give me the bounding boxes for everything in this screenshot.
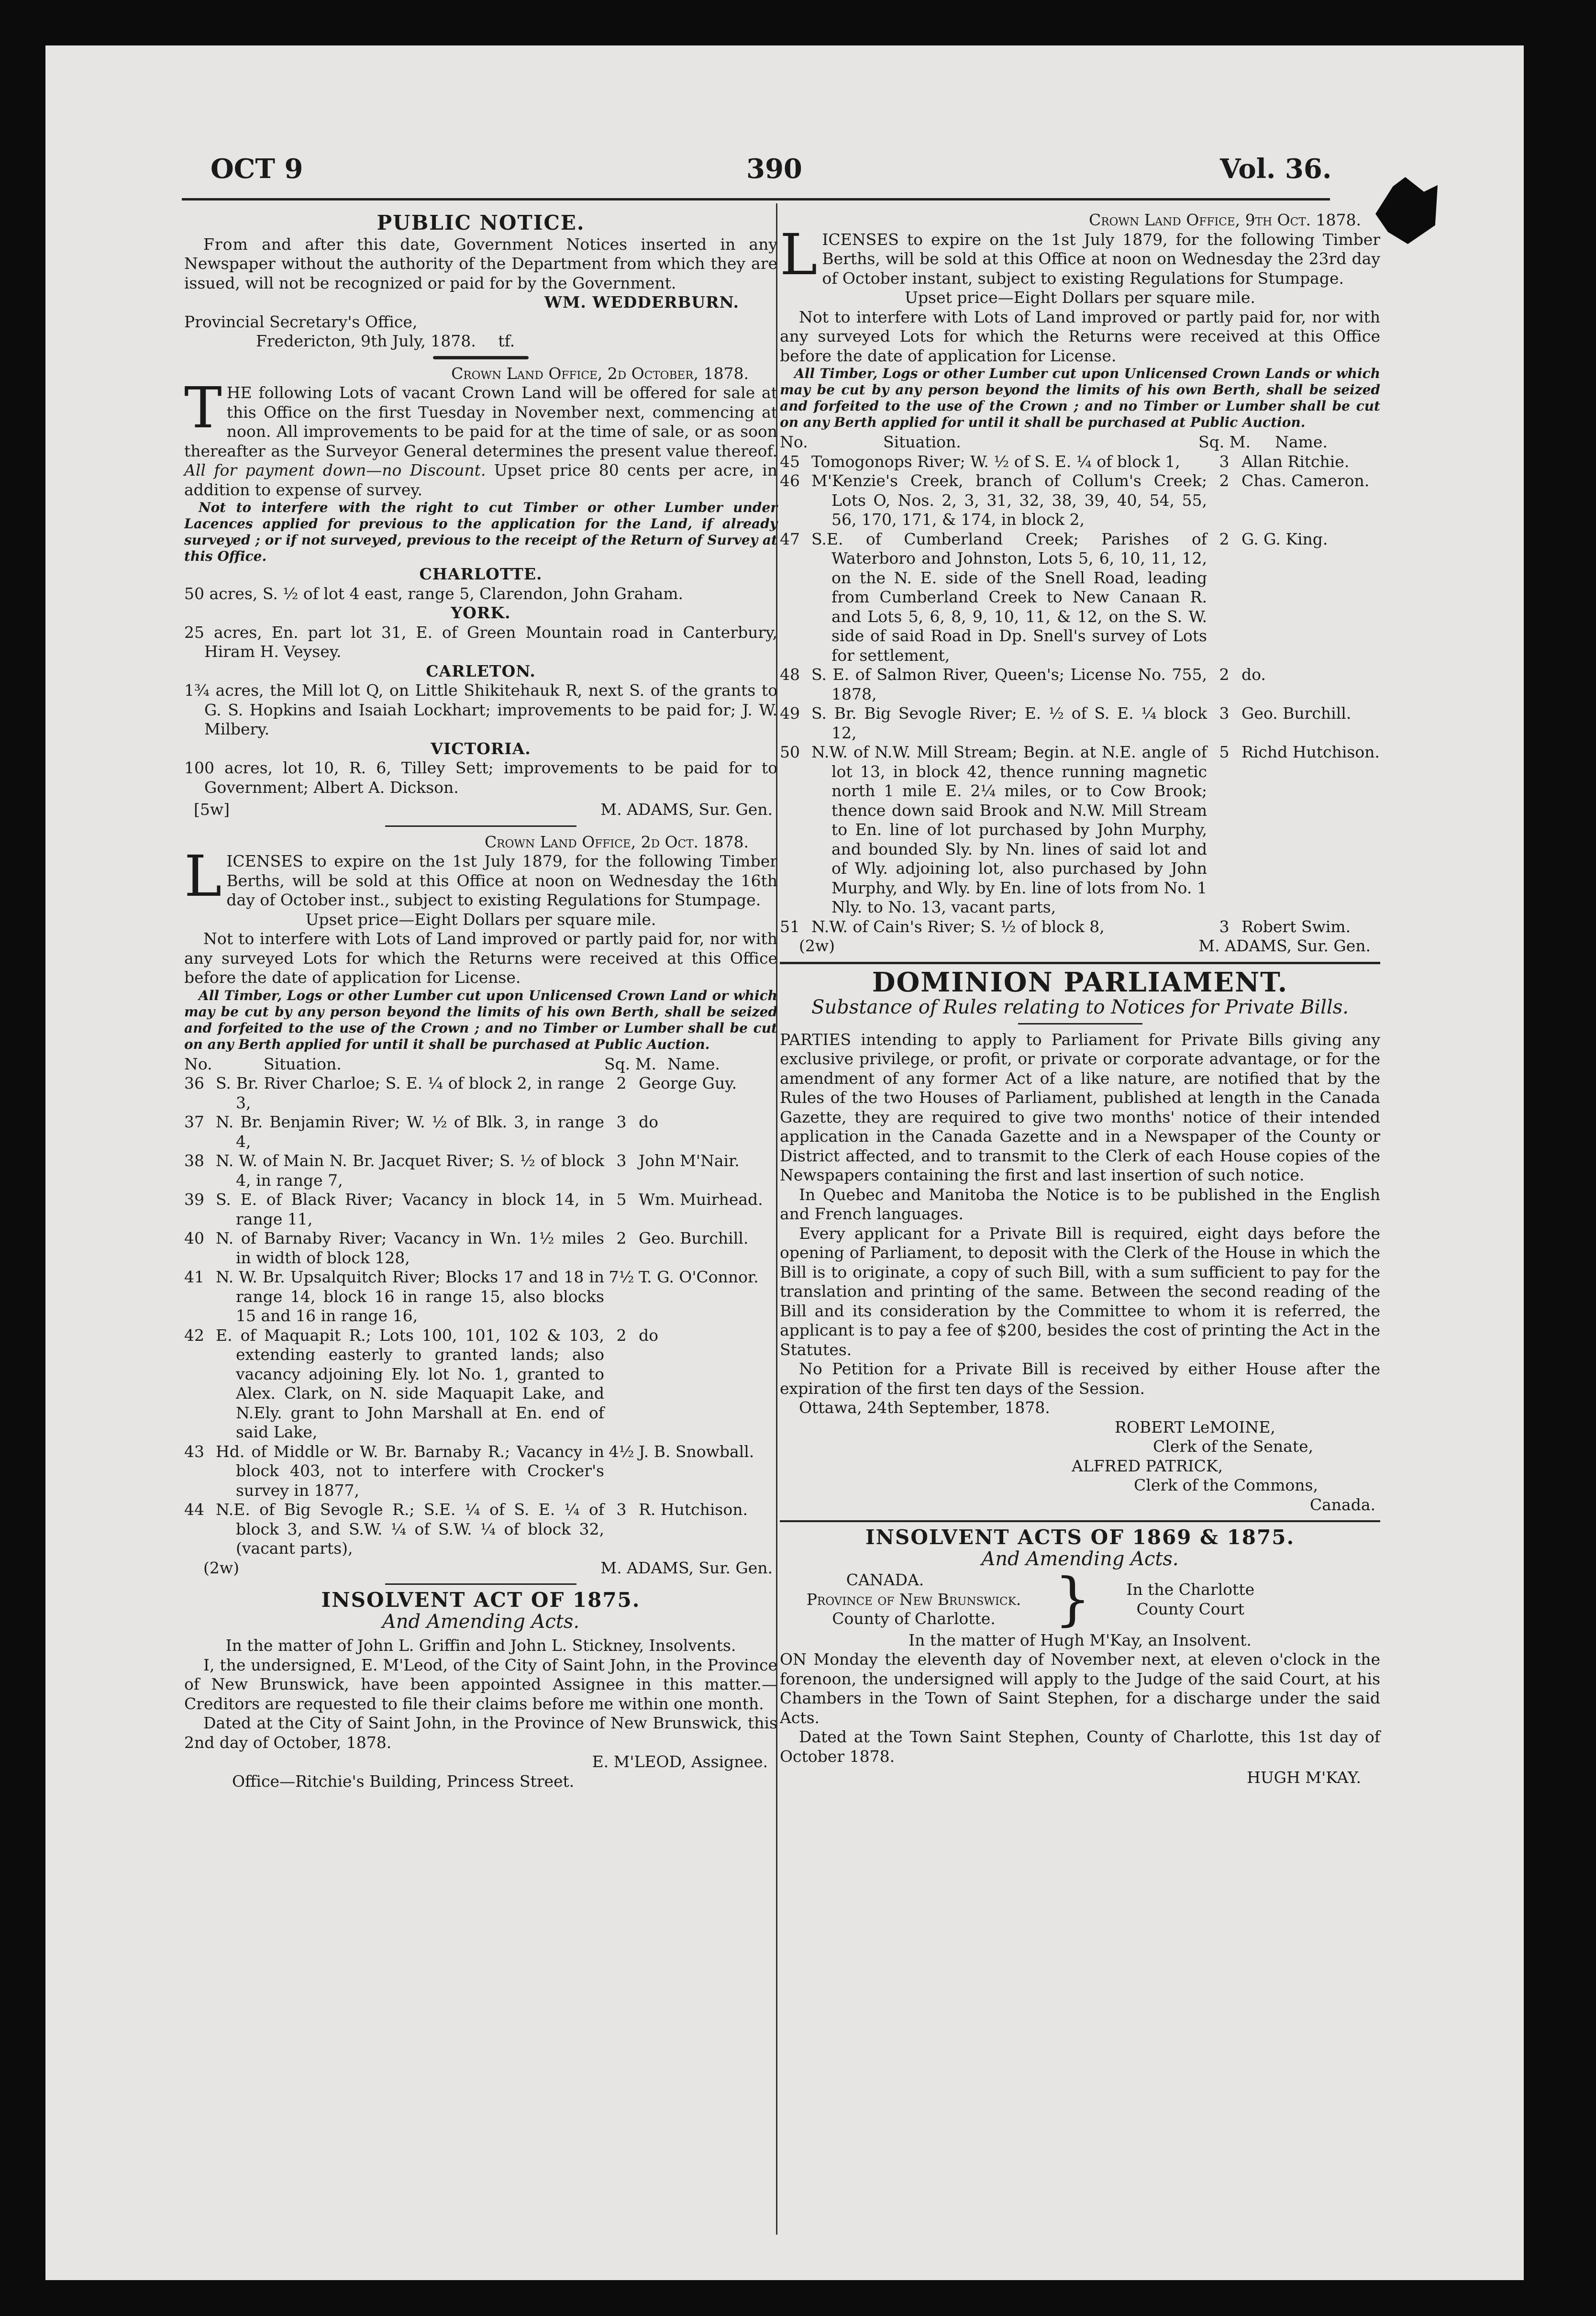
timber-license-notice-oct-23	[780, 211, 1380, 956]
jurisdiction-country: CANADA.	[846, 1570, 924, 1589]
surveyor-general-signer: M. ADAMS, Sur. Gen.	[600, 1558, 773, 1577]
berth-name: Robert Swim.	[1241, 917, 1351, 936]
county-name: VICTORIA.	[431, 739, 531, 758]
public-notice	[184, 213, 777, 351]
berth-row	[184, 1442, 777, 1501]
berth-name: do	[639, 1113, 658, 1131]
section-divider	[780, 1520, 1380, 1522]
insolvent-acts-1869-notice	[780, 1525, 1380, 1788]
insolvent-act-subtitle: And Amending Acts.	[382, 1610, 580, 1633]
berth-sqm: 5	[1219, 743, 1230, 761]
commons-clerk-role: Clerk of the Commons,	[1134, 1476, 1318, 1494]
volume-number: Vol. 36.	[1220, 153, 1332, 185]
crown-land-signature	[184, 800, 777, 820]
surveyor-general-signer: M. ADAMS, Sur. Gen.	[600, 800, 773, 819]
col-no: No.	[184, 1054, 212, 1073]
berth-name: do.	[1241, 665, 1266, 684]
berth-situation: S. E. of Salmon River, Queen's; License No. 755, 1878,	[811, 665, 1207, 703]
jurisdiction-court	[1097, 1580, 1254, 1619]
berth-name: do	[639, 1325, 658, 1345]
surveyor-general-signer: M. ADAMS, Sur. Gen.	[1198, 936, 1371, 955]
lot-entry: 25 acres, En. part lot 31, E. of Green Mountain road in Canterbury, Hiram H. Veysey.	[184, 623, 777, 661]
dominion-parliament-title: DOMINION PARLIAMENT.	[872, 966, 1288, 998]
insertion-mark: (2w)	[203, 1558, 239, 1577]
berth-situation: M'Kenzie's Creek, branch of Collum's Creek; Lots O, Nos. 2, 3, 31, 32, 38, 39, 40, 54, 55, 56, 170, 171, & 174, in block 2,	[811, 471, 1207, 529]
berth-row	[780, 530, 1380, 666]
ornament-divider	[433, 356, 529, 359]
section-divider	[1018, 1023, 1142, 1024]
upset-price: Upset price—Eight Dollars per square mile.	[305, 910, 656, 929]
lot-entry: 50 acres, S. ½ of lot 4 east, range 5, Clarendon, John Graham.	[184, 584, 684, 603]
berth-row	[780, 471, 1380, 530]
berth-row	[184, 1229, 777, 1268]
berth-sqm: 2	[1219, 529, 1230, 548]
berth-table-header	[780, 433, 1380, 452]
license-body	[780, 221, 1380, 289]
public-notice-dateline	[184, 332, 777, 351]
dominion-rule-2: In Quebec and Manitoba the Notice is to be published in the English and French languages.	[780, 1185, 1380, 1223]
public-notice-text: and after this date, Government Notices inserted in any Newspaper without the authority of the Department from which they are issued, will not be recognized or paid for by the Government.	[184, 234, 777, 292]
berth-sqm: 3	[1219, 452, 1230, 471]
col-situation: Situation.	[883, 433, 961, 451]
drop-cap: L	[184, 843, 222, 909]
berth-name: Geo. Burchill.	[639, 1229, 749, 1247]
berth-situation: N. Br. Benjamin River; W. ½ of Blk. 3, in range 4,	[216, 1113, 604, 1151]
berth-sqm: 7½	[609, 1268, 634, 1286]
license-signature	[780, 936, 1380, 956]
berth-name: Richd Hutchison.	[1241, 743, 1380, 761]
berth-sqm: 2	[616, 1229, 627, 1247]
jurisdiction-county: County of Charlotte.	[832, 1609, 996, 1628]
berth-no: 47	[780, 529, 800, 548]
berth-name: Wm. Muirhead.	[639, 1190, 763, 1209]
berth-situation: Hd. of Middle or W. Br. Barnaby R.; Vacancy in block 403, not to interfere with Crocker's survey in 1877,	[216, 1442, 604, 1500]
page-number: 390	[746, 153, 802, 185]
insolvent-body: I, the undersigned, E. M'Leod, of the City of Saint John, in the Province of New Brunswick, have been appointed Assignee in this matter.—Creditors are requested to file their claims before me within one month.	[184, 1655, 777, 1713]
header-rule	[182, 198, 1330, 200]
berth-no: 46	[780, 471, 800, 490]
license-body-text: ICENSES to expire on the 1st July 1879, for the following Timber Berths, will be sold at this Office at noon on Wednesday the 16th day of October inst., subject to existing Regulations for Stumpage.	[226, 852, 777, 909]
public-notice-signer: WM. WEDDERBURN.	[544, 293, 739, 312]
dominion-parliament-subtitle: Substance of Rules relating to Notices for Private Bills.	[811, 996, 1349, 1018]
berth-sqm: 4½	[609, 1442, 634, 1461]
insertion-mark: (2w)	[799, 936, 835, 955]
berth-no: 45	[780, 452, 800, 471]
public-notice-title: PUBLIC NOTICE.	[377, 211, 585, 234]
dominion-rule-4: No Petition for a Private Bill is received by either House after the expiration of the first ten days of the Session.	[780, 1359, 1380, 1398]
timber-note: All Timber, Logs or other Lumber cut upon Unlicensed Crown Land or which may be cut by any person beyond the limits of his own Berth, shall be seized and forfeited to the use of the Crown ; and no Timber or Lumber shall be cut on any Berth applied for until it shall be purchased at Public Auction.	[184, 987, 777, 1052]
public-notice-date: Fredericton, 9th July, 1878.	[256, 332, 476, 350]
court-line-2: County Court	[1136, 1599, 1244, 1618]
public-notice-body	[184, 235, 777, 293]
dominion-country: Canada.	[1309, 1495, 1375, 1514]
berth-name: Geo. Burchill.	[1241, 704, 1352, 723]
berth-row	[184, 1326, 777, 1442]
right-column	[780, 211, 1380, 1788]
berth-situation: E. of Maquapit R.; Lots 100, 101, 102 & 103, extending easterly to granted lands; also vacancy adjoining Ely. lot No. 1, granted to Alex. Clark, on N. side Maquapit Lake, and N.Ely. grant to John Marshall at En. end of said Lake,	[216, 1325, 604, 1441]
license-dateline: Crown Land Office, 9th Oct. 1878.	[1088, 211, 1361, 229]
insertion-mark: [5w]	[194, 800, 230, 819]
berth-no: 51	[780, 917, 800, 936]
license-signature	[184, 1559, 777, 1578]
col-sqm: Sq. M.	[604, 1054, 656, 1073]
berth-sqm: 2	[616, 1325, 627, 1345]
berth-situation: S.E. of Cumberland Creek; Parishes of Waterboro and Johnston, Lots 5, 6, 10, 11, 12, on the N. E. side of the Snell Road, leading from Cumberland Creek to New Canaan R. and Lots 5, 6, 8, 9, 10, 11, & 12, on the S. W. side of said Road in Dp. Snell's survey of Lots for settlement,	[811, 529, 1207, 665]
timber-note: All Timber, Logs or other Lumber cut upon Unlicensed Crown Lands or which may be cut by any person beyond the limits of his own Berth, shall be seized and forfeited to the use of the Crown ; and no Timber or Lumber shall be cut on any Berth applied for until it shall be purchased at Public Auction.	[780, 366, 1380, 430]
jurisdiction-province: Province of New Brunswick.	[806, 1590, 1021, 1609]
berth-no: 43	[184, 1442, 204, 1461]
berth-name: Allan Ritchie.	[1241, 452, 1350, 471]
senate-clerk-name: ROBERT LeMOINE,	[1115, 1417, 1275, 1436]
drop-cap: L	[780, 221, 818, 288]
public-notice-office: Provincial Secretary's Office,	[184, 312, 418, 331]
section-divider	[385, 825, 576, 827]
license-dateline: Crown Land Office, 2d Oct. 1878.	[484, 832, 749, 851]
commons-clerk-name: ALFRED PATRICK,	[1072, 1456, 1223, 1475]
berth-sqm: 3	[616, 1500, 627, 1519]
section-divider	[385, 1583, 576, 1585]
berth-situation: N. of Barnaby River; Vacancy in Wn. 1½ miles in width of block 128,	[216, 1229, 604, 1267]
berth-row	[184, 1268, 777, 1326]
dominion-parliament-notice	[780, 966, 1380, 1515]
lot-entry: 1¾ acres, the Mill lot Q, on Little Shikitehauk R, next S. of the grants to G. S. Hopkins and Isaiah Lockhart; improvements to be paid for; J. W. Milbery.	[184, 681, 777, 738]
berth-no: 41	[184, 1268, 204, 1286]
crown-land-body-emphasis: All for payment down—no Discount.	[184, 461, 486, 479]
berth-sqm: 3	[1219, 704, 1230, 723]
not-to-interfere: Not to interfere with Lots of Land improved or partly paid for, nor with any surveyed Lots for which the Returns were received at this Office before the date of application for License.	[780, 307, 1380, 365]
license-body	[184, 843, 777, 910]
col-sqm: Sq. M.	[1198, 433, 1251, 451]
col-situation: Situation.	[264, 1054, 342, 1073]
public-notice-mark: tf.	[498, 332, 515, 350]
berth-situation: N.E. of Big Sevogle R.; S.E. ¼ of S. E. ¼ of block 3, and S.W. ¼ of S.W. ¼ of block 32, (vacant parts),	[216, 1500, 604, 1558]
berth-no: 44	[184, 1500, 204, 1519]
insolvent-dated: Dated at the Town Saint Stephen, County of Charlotte, this 1st day of October 1878.	[780, 1727, 1380, 1766]
berth-situation: N.W. of N.W. Mill Stream; Begin. at N.E. angle of lot 13, in block 42, thence running magnetic north 1 mile E. 2¼ miles, or to Cow Brook; thence down said Brook and N.W. Mill Stream to En. line of lot purchased by John Murphy, and bounded Sly. by Nn. lines of said lot and of Wly. adjoining lot, also purchased by John Murphy, and Wly. by En. line of lots from No. 1 Nly. to No. 13, vacant parts,	[811, 743, 1207, 916]
berth-situation: S. E. of Black River; Vacancy in block 14, in range 11,	[216, 1190, 604, 1228]
insolvent-matter: In the matter of Hugh M'Kay, an Insolvent.	[909, 1630, 1252, 1649]
berth-situation: Tomogonops River; W. ½ of S. E. ¼ of block 1,	[811, 452, 1180, 471]
not-to-interfere: Not to interfere with Lots of Land improved or partly paid for, nor with any surveyed Lots for which the Returns were received at this Office before the date of application for License.	[184, 929, 777, 987]
berth-situation: N. W. Br. Upsalquitch River; Blocks 17 and 18 in range 14, block 16 in range 15, also blocks 15 and 16 in range 16,	[216, 1268, 604, 1325]
crown-land-body-text: HE following Lots of vacant Crown Land will be offered for sale at this Office on the first Tuesday in November next, commencing at noon. All improvements to be paid for at the time of sale, or as soon thereafter as the Surveyor General determines the present value thereof.	[184, 383, 777, 460]
insolvent-signer: HUGH M'KAY.	[1247, 1768, 1361, 1787]
torn-corner	[1375, 177, 1438, 244]
drop-cap: T	[184, 375, 222, 441]
assignee-signer: E. M'LEOD, Assignee.	[592, 1752, 768, 1771]
insolvent-acts-title: INSOLVENT ACTS OF 1869 & 1875.	[865, 1525, 1295, 1549]
county-name: CARLETON.	[426, 661, 536, 680]
license-body-text: ICENSES to expire on the 1st July 1879, for the following Timber Berths, will be sold at this Office at noon on Wednesday the 23rd day of October instant, subject to existing Regulations for Stumpage.	[822, 230, 1380, 288]
crown-land-body-price: Upset price 80 cents per acre, in addition to expense of survey.	[184, 461, 777, 499]
berth-sqm: 5	[616, 1190, 627, 1209]
col-name: Name.	[1275, 433, 1328, 451]
berth-sqm: 3	[616, 1113, 627, 1131]
berth-no: 37	[184, 1113, 204, 1131]
berth-sqm: 2	[1219, 471, 1230, 490]
brace-glyph: }	[1054, 1566, 1091, 1633]
col-no: No.	[780, 433, 808, 451]
col-name: Name.	[667, 1054, 720, 1073]
berth-row	[184, 1151, 777, 1190]
section-divider	[780, 962, 1380, 964]
crown-land-note: Not to interfere with the right to cut Timber or other Lumber under Lacences applied for previous to the application for the Land, if already surveyed ; or if not surveyed, previous to the receipt of the Return of Survey at this Office.	[184, 500, 777, 564]
berth-sqm: 3	[616, 1151, 627, 1170]
berth-no: 40	[184, 1229, 204, 1247]
court-line-1: In the Charlotte	[1126, 1580, 1255, 1599]
berth-row	[184, 1190, 777, 1229]
berth-no: 42	[184, 1325, 204, 1345]
jurisdiction-left	[780, 1570, 1048, 1629]
crown-land-dateline: Crown Land Office, 2d October, 1878.	[451, 364, 749, 383]
insolvent-act-1875-notice	[184, 1588, 777, 1791]
berth-row	[184, 1074, 777, 1113]
berth-situation: N.W. of Cain's River; S. ½ of block 8,	[811, 917, 1105, 936]
berth-name: T. G. O'Connor.	[639, 1268, 759, 1286]
insolvent-acts-subtitle: And Amending Acts.	[981, 1548, 1179, 1570]
dominion-rule-3: Every applicant for a Private Bill is required, eight days before the opening of Parliament, to deposit with the Clerk of the House in which the Bill is to originate, a copy of such Bill, with a sum sufficient to pay for the translation and printing of the same. Between the second reading of the Bill and its consideration by the Committee to whom it is referred, the applicant is to pay a fee of $200, besides the cost of printing the Act in the Statutes.	[780, 1224, 1380, 1359]
berth-situation: S. Br. Big Sevogle River; E. ½ of S. E. ¼ block 12,	[811, 704, 1207, 742]
berth-table-header	[184, 1055, 777, 1074]
dominion-dated: Ottawa, 24th September, 1878.	[799, 1398, 1050, 1417]
berth-name: R. Hutchison.	[639, 1500, 748, 1519]
county-name: CHARLOTTE.	[419, 565, 543, 583]
timber-license-notice-oct-16	[184, 833, 777, 1578]
insolvent-act-title: INSOLVENT ACT OF 1875.	[321, 1588, 641, 1612]
dominion-rule-1: PARTIES intending to apply to Parliament for Private Bills giving any exclusive privilege, or profit, or private or corporate advantage, or for the amendment of any former Act of a like nature, are notified that by the Rules of the two Houses of Parliament, published at length in the Canada Gazette, they are required to give two months' notice of their intended application in the Canada Gazette and in a Newspaper of the County or District affected, and to transmit to the Clerk of each House copies of the Newspapers containing the first and last insertion of such notice.	[780, 1030, 1380, 1184]
berth-sqm: 2	[616, 1074, 627, 1092]
berth-row	[184, 1500, 777, 1559]
county-listing	[184, 565, 777, 797]
public-notice-lead: From	[203, 234, 248, 254]
berth-situation: S. Br. River Charloe; S. E. ¼ of block 2, in range 3,	[216, 1074, 604, 1112]
left-column	[184, 211, 777, 1791]
crown-land-sale-notice	[184, 364, 777, 820]
berth-name: J. B. Snowball.	[639, 1442, 754, 1461]
berth-row	[780, 743, 1380, 917]
berth-sqm: 3	[1219, 917, 1230, 936]
insolvent-matter: In the matter of John L. Griffin and John L. Stickney, Insolvents.	[225, 1636, 736, 1655]
berth-sqm: 2	[1219, 665, 1230, 684]
upset-price: Upset price—Eight Dollars per square mile.	[905, 288, 1255, 307]
berth-no: 39	[184, 1190, 204, 1209]
crown-land-body	[184, 375, 777, 500]
berth-row	[780, 704, 1380, 743]
berth-no: 48	[780, 665, 800, 684]
assignee-office: Office—Ritchie's Building, Princess Street.	[232, 1771, 575, 1791]
berth-no: 49	[780, 704, 800, 723]
berth-row	[184, 1113, 777, 1151]
berth-name: George Guy.	[639, 1074, 737, 1092]
senate-clerk-role: Clerk of the Senate,	[1153, 1437, 1314, 1456]
berth-situation: N. W. of Main N. Br. Jacquet River; S. ½ of block 4, in range 7,	[216, 1151, 604, 1190]
berth-name: Chas. Cameron.	[1241, 471, 1370, 490]
berth-row	[780, 665, 1380, 704]
insolvent-body: ON Monday the eleventh day of November next, at eleven o'clock in the forenoon, the undersigned will apply to the Judge of the said Court, at his Chambers in the Town of Saint Stephen, for a discharge under the said Acts.	[780, 1650, 1380, 1727]
berth-row	[780, 917, 1380, 937]
jurisdiction-block	[780, 1566, 1380, 1633]
berth-no: 50	[780, 743, 800, 761]
county-name: YORK.	[451, 603, 511, 622]
berth-row	[780, 452, 1380, 472]
berth-no: 36	[184, 1074, 204, 1092]
berth-name: G. G. King.	[1241, 529, 1328, 548]
berth-no: 38	[184, 1151, 204, 1170]
issue-date: OCT 9	[211, 153, 303, 185]
lot-entry: 100 acres, lot 10, R. 6, Tilley Sett; improvements to be paid for to Government; Albert A. Dickson.	[184, 758, 777, 797]
insolvent-dated: Dated at the City of Saint John, in the Province of New Brunswick, this 2nd day of October, 1878.	[184, 1714, 777, 1752]
berth-name: John M'Nair.	[639, 1151, 740, 1170]
